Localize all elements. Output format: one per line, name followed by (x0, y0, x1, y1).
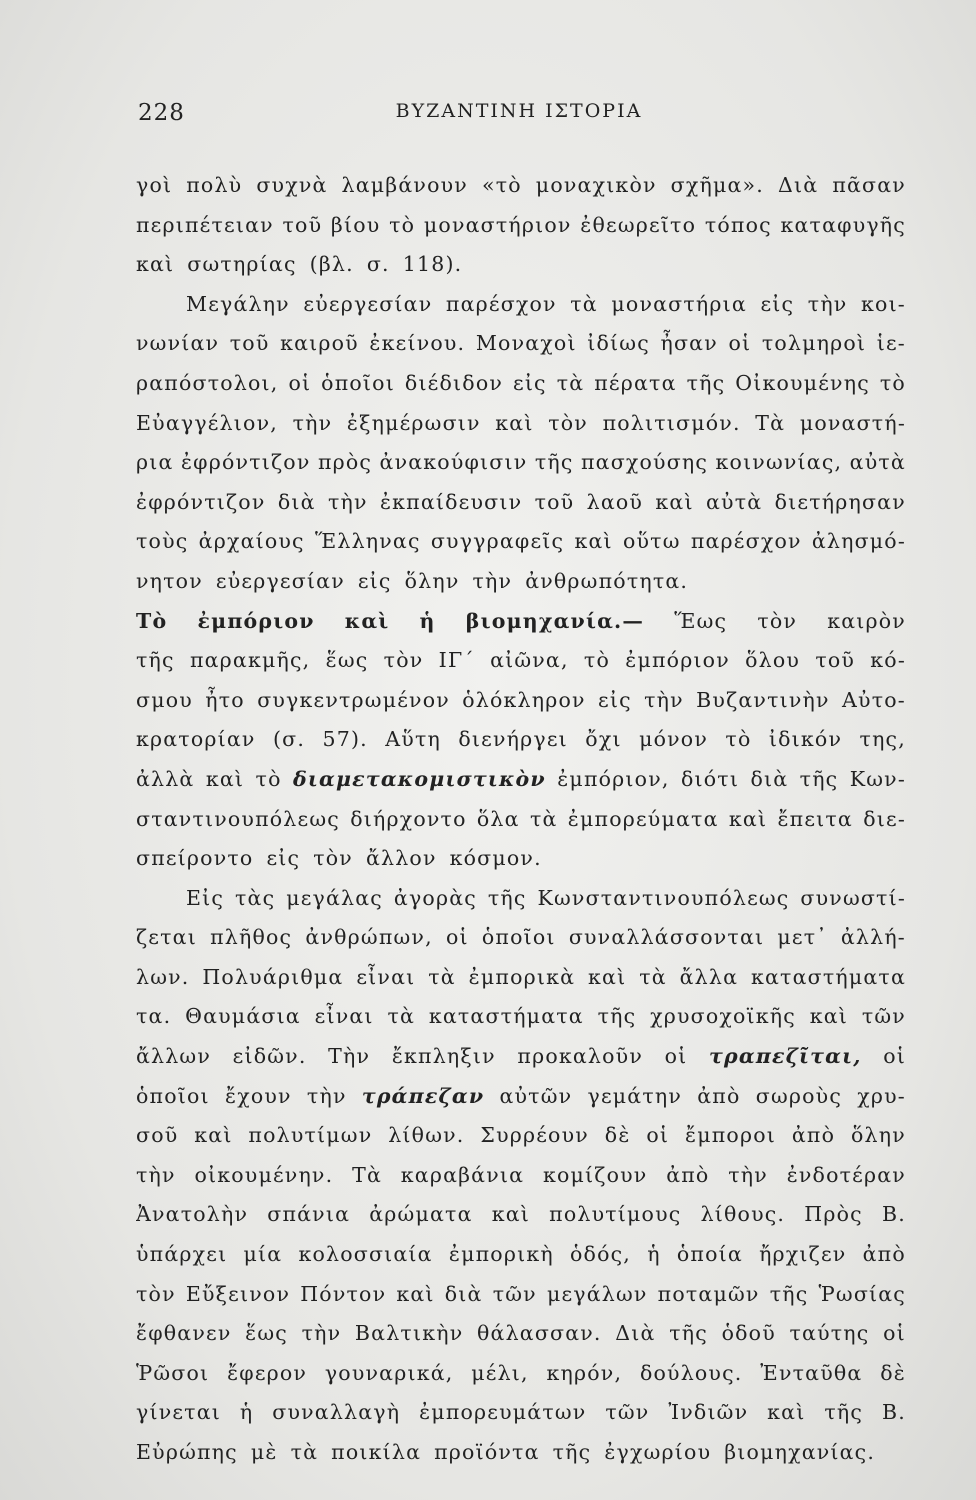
text-line: περιπέτειαν τοῦ βίου τὸ μοναστήριον ἐθεωρεῖτο τόπος καταφυγῆς (136, 212, 906, 237)
text-line: Μεγάλην εὐεργεσίαν παρέσχον τὰ μοναστήρια εἰς τὴν κοι- (186, 291, 906, 316)
text-line: σπείροντο εἰς τὸν ἄλλον κόσμον. (136, 846, 542, 871)
text-line: Τὸ ἐμπόριον καὶ ἡ βιομηχανία.— Ἕως τὸν καιρὸν (136, 608, 906, 633)
text-line: τὴν οἰκουμένην. Τὰ καραβάνια κομίζουν ἀπὸ τὴν ἐνδοτέραν (136, 1162, 906, 1187)
text-line: κρατορίαν (σ. 57). Αὕτη διενήργει ὄχι μόνον τὸ ἰδικόν της, (136, 727, 906, 752)
text-line: γοὶ πολὺ συχνὰ λαμβάνουν «τὸ μοναχικὸν σχῆμα». Διὰ πᾶσαν (136, 173, 906, 197)
text-line: τοὺς ἀρχαίους Ἕλληνας συγγραφεῖς καὶ οὕτω παρέσχον ἀλησμό- (136, 529, 906, 554)
text-line: ζεται πλῆθος ἀνθρώπων, οἱ ὁποῖοι συναλλάσσονται μετ᾽ ἀλλή- (136, 925, 906, 950)
text-line: ρια ἐφρόντιζον πρὸς ἀνακούφισιν τῆς πασχούσης κοινωνίας, αὐτὰ (136, 450, 906, 475)
body-text (136, 166, 906, 1473)
text-line: Εὐρώπης μὲ τὰ ποικίλα προϊόντα τῆς ἐγχωρίου βιομηχανίας. (136, 1440, 876, 1464)
text-line: τὸν Εὔξεινον Πόντον καὶ διὰ τῶν μεγάλων ποταμῶν τῆς Ῥωσίας (136, 1281, 906, 1306)
text-line: νωνίαν τοῦ καιροῦ ἐκείνου. Μοναχοὶ ἰδίως ἦσαν οἱ τολμηροὶ ἱε- (136, 331, 906, 356)
running-title: ΒΥΖΑΝΤΙΝΗ ΙΣΤΟΡΙΑ (395, 100, 643, 122)
text-line: λων. Πολυάριθμα εἶναι τὰ ἐμπορικὰ καὶ τὰ ἄλλα καταστήματα (136, 964, 906, 989)
text-line: τα. Θαυμάσια εἶναι τὰ καταστήματα τῆς χρυσοχοϊκῆς καὶ τῶν (136, 1004, 906, 1029)
text-line: ἀλλὰ καὶ τὸ διαμετακομιστικὸν ἐμπόριον, διότι διὰ τῆς Κων- (136, 766, 906, 791)
text-line: Εἰς τὰς μεγάλας ἀγορὰς τῆς Κωνσταντινουπόλεως συνωστί- (186, 885, 906, 910)
page-number: 228 (138, 100, 185, 126)
text-line: ἐφρόντιζον διὰ τὴν ἐκπαίδευσιν τοῦ λαοῦ καὶ αὐτὰ διετήρησαν (136, 489, 906, 514)
text-line: σταντινουπόλεως διήρχοντο ὅλα τὰ ἐμπορεύματα καὶ ἔπειτα διε- (136, 806, 906, 831)
text-line: Εὐαγγέλιον, τὴν ἐξημέρωσιν καὶ τὸν πολιτισμόν. Τὰ μοναστή- (136, 410, 906, 435)
text-line: σοῦ καὶ πολυτίμων λίθων. Συρρέουν δὲ οἱ ἔμποροι ἀπὸ ὅλην (136, 1123, 906, 1148)
text-line: ἄλλων εἰδῶν. Τὴν ἔκπληξιν προκαλοῦν οἱ τραπεζῖται, οἱ (136, 1044, 906, 1069)
text-line: ἔφθανεν ἕως τὴν Βαλτικὴν θάλασσαν. Διὰ τῆς ὁδοῦ ταύτης οἱ (136, 1321, 906, 1346)
text-line: καὶ σωτηρίας (βλ. σ. 118). (136, 252, 463, 277)
text-line: Ἀνατολὴν σπάνια ἀρώματα καὶ πολυτίμους λίθους. Πρὸς Β. (136, 1202, 906, 1227)
text-line: νητον εὐεργεσίαν εἰς ὅλην τὴν ἀνθρωπότητα. (136, 568, 689, 593)
text-line: ὁποῖοι ἔχουν τὴν τράπεζαν αὐτῶν γεμάτην ἀπὸ σωροὺς χρυ- (136, 1083, 906, 1108)
text-line: ὑπάρχει μία κολοσσιαία ἐμπορικὴ ὁδός, ἡ ὁποία ἤρχιζεν ἀπὸ (136, 1242, 906, 1267)
text-line: γίνεται ἡ συναλλαγὴ ἐμπορευμάτων τῶν Ἰνδιῶν καὶ τῆς Β. (136, 1400, 906, 1425)
text-line: τῆς παρακμῆς, ἕως τὸν ΙΓ΄ αἰῶνα, τὸ ἐμπόριον ὅλου τοῦ κό- (136, 648, 906, 673)
text-line: σμου ἦτο συγκεντρωμένον ὁλόκληρον εἰς τὴν Βυζαντινὴν Αὐτο- (136, 687, 906, 712)
text-line: Ῥῶσοι ἔφερον γουναρικά, μέλι, κηρόν, δούλους. Ἐνταῦθα δὲ (136, 1360, 906, 1385)
page-header (138, 94, 900, 134)
text-line: ραπόστολοι, οἱ ὁποῖοι διέδιδον εἰς τὰ πέρατα τῆς Οἰκουμένης τὸ (136, 370, 906, 395)
